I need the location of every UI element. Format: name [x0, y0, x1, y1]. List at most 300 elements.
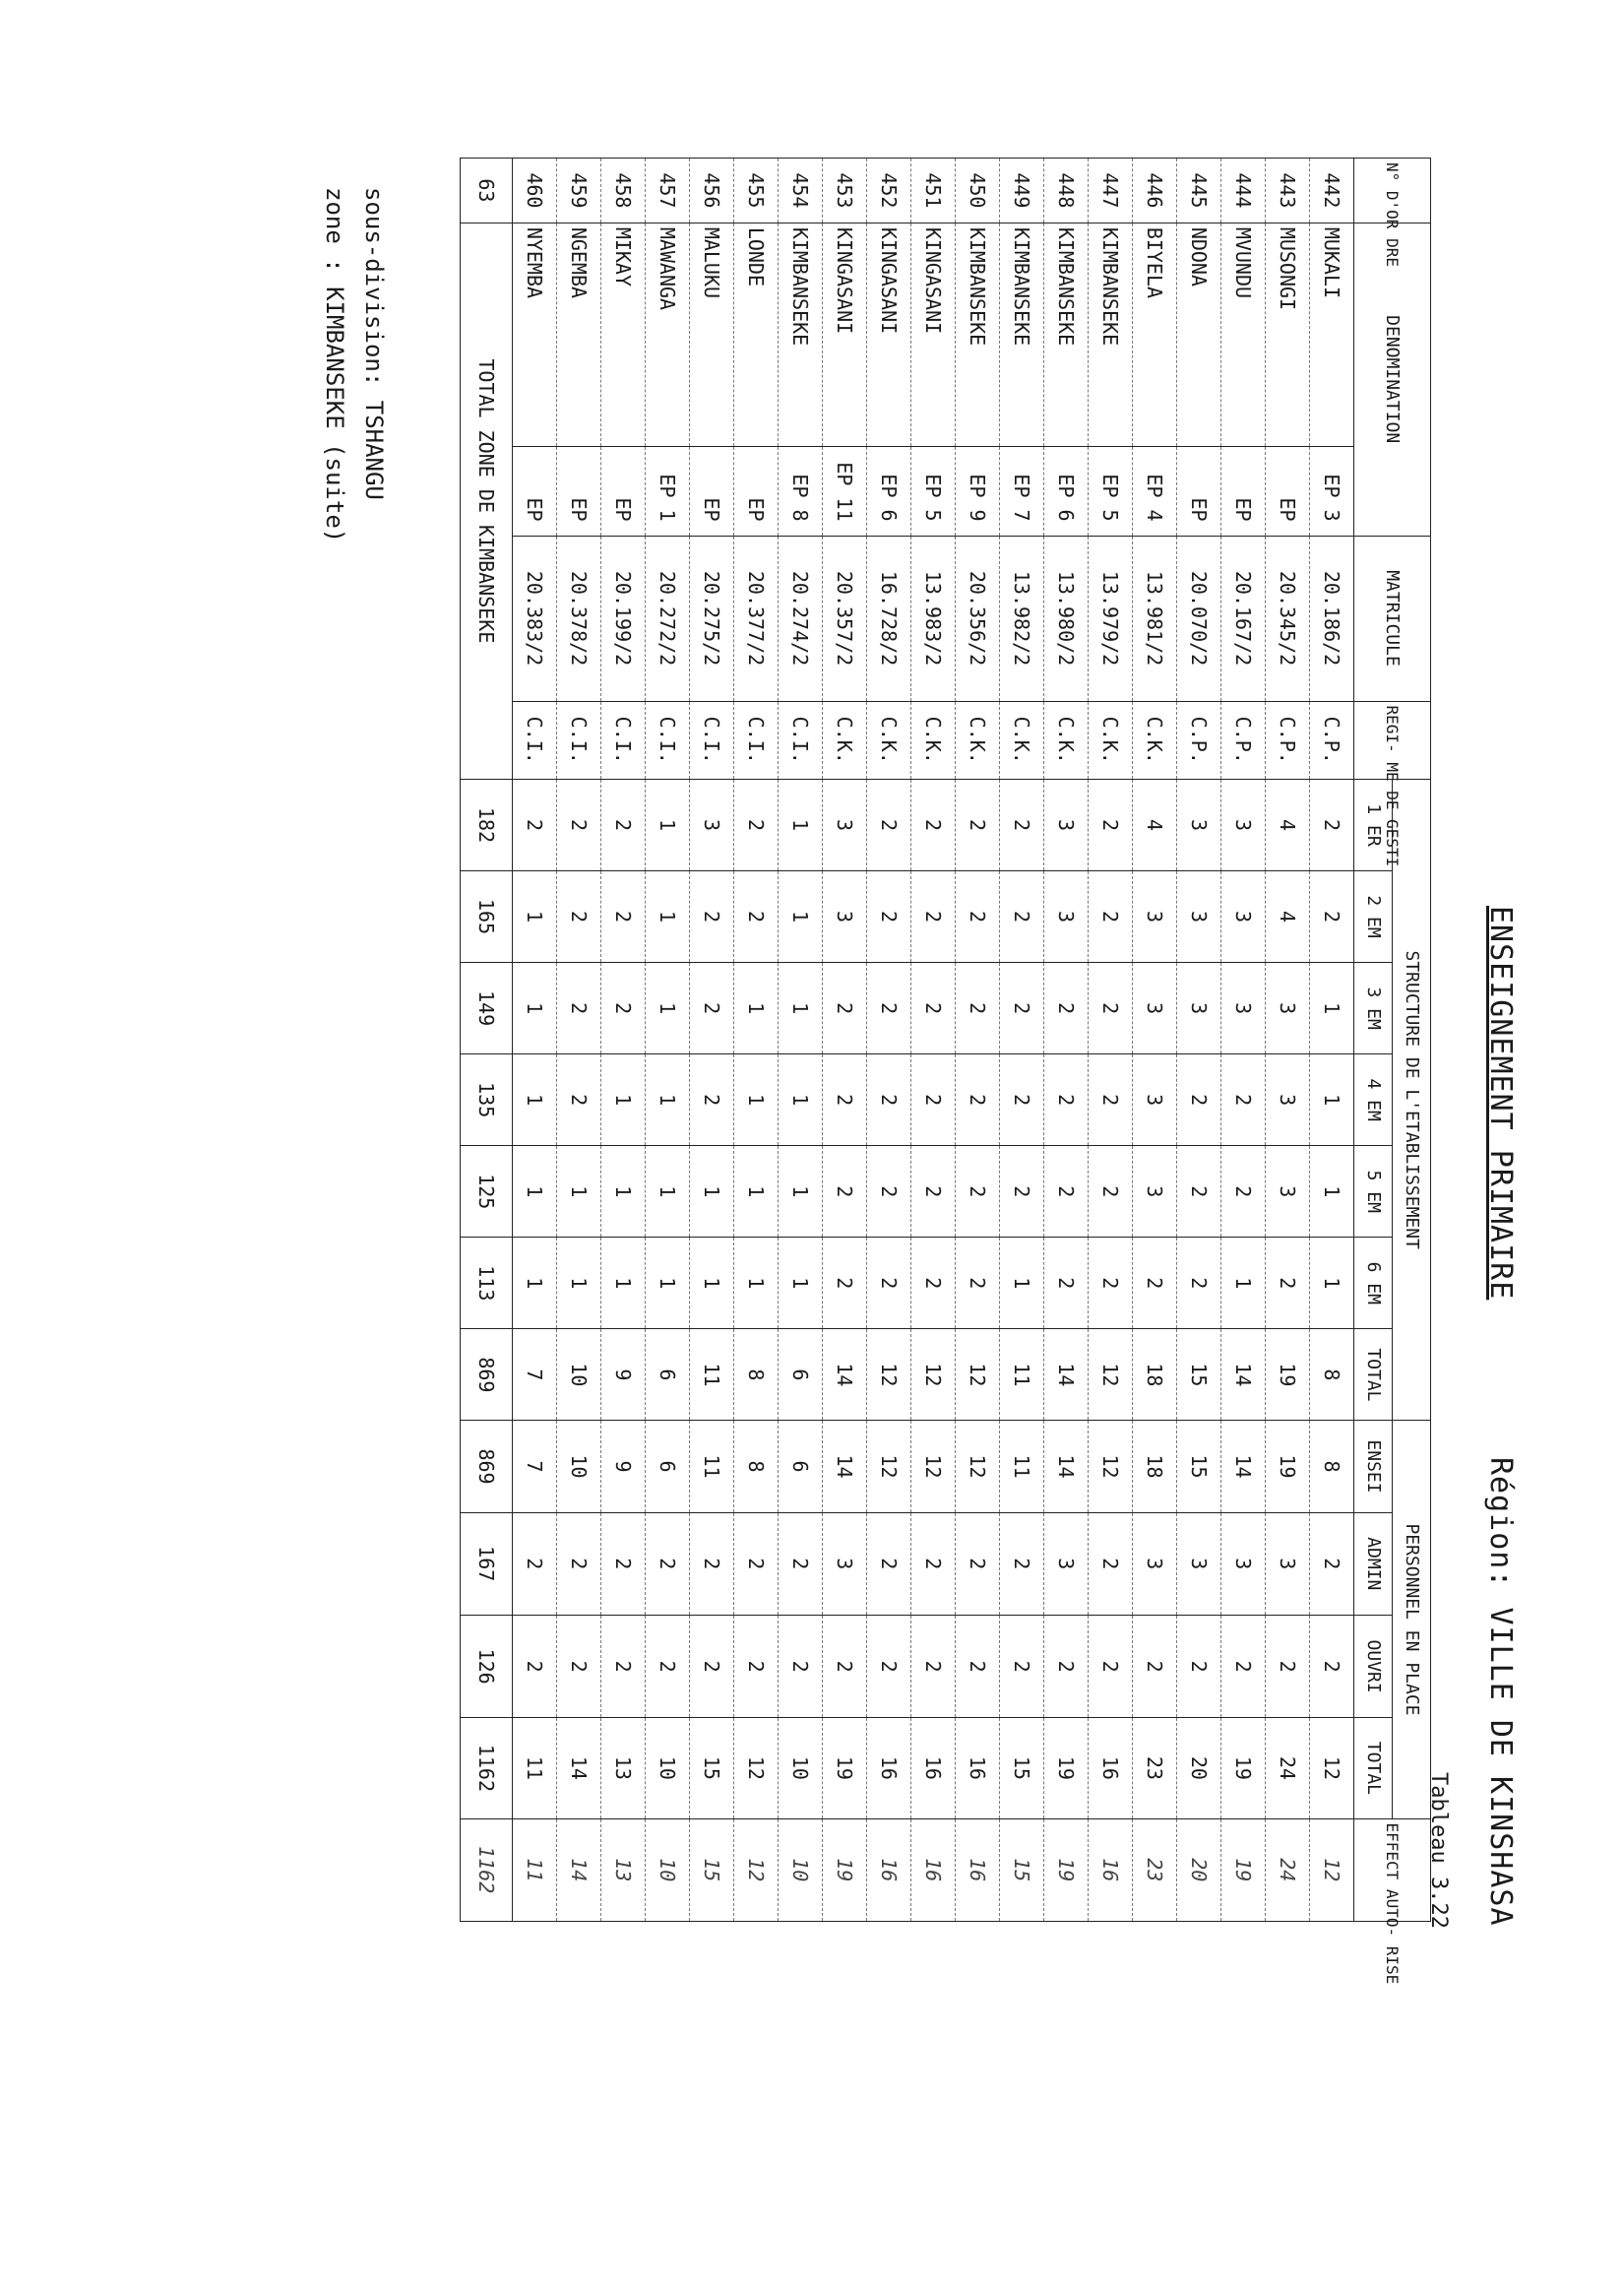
- cell-1er: 4: [1266, 779, 1310, 870]
- cell-4em: 2: [1044, 1054, 1089, 1146]
- cell-5em: 2: [1044, 1146, 1089, 1238]
- cell-ouvri: 2: [646, 1615, 690, 1717]
- cell-ouvri: 2: [1133, 1615, 1177, 1717]
- cell-structure-total: 14: [1044, 1329, 1089, 1421]
- cell-ep: EP: [1266, 446, 1310, 536]
- cell-matricule: 13.979/2: [1089, 536, 1133, 701]
- col-header-4em: 4 EM: [1354, 1054, 1393, 1146]
- table-reference: Tableau 3.22: [1426, 1772, 1451, 1929]
- cell-name: LONDE: [734, 223, 779, 446]
- cell-structure-total: 19: [1266, 1329, 1310, 1421]
- col-header-ensei: ENSEI: [1354, 1421, 1393, 1512]
- cell-3em: 2: [911, 963, 956, 1054]
- cell-regime: C.I.: [734, 701, 779, 779]
- total-ouvri: 126: [461, 1615, 513, 1717]
- cell-6em: 1: [513, 1238, 557, 1329]
- cell-regime: C.P.: [1177, 701, 1221, 779]
- cell-6em: 1: [601, 1238, 646, 1329]
- cell-ouvri: 2: [1089, 1615, 1133, 1717]
- cell-1er: 2: [1000, 779, 1044, 870]
- table-row: [734, 159, 779, 1922]
- cell-4em: 2: [823, 1054, 867, 1146]
- cell-admin: 3: [1044, 1512, 1089, 1615]
- cell-ensei: 9: [601, 1421, 646, 1512]
- cell-3em: 2: [601, 963, 646, 1054]
- cell-no: 448: [1044, 159, 1089, 223]
- cell-3em: 2: [1044, 963, 1089, 1054]
- cell-ensei: 14: [823, 1421, 867, 1512]
- cell-ep: EP: [734, 446, 779, 536]
- total-personnel: 1162: [461, 1718, 513, 1818]
- cell-ouvri: 2: [867, 1615, 911, 1717]
- cell-2em: 1: [779, 871, 823, 963]
- cell-5em: 1: [690, 1146, 734, 1238]
- cell-ep: EP: [557, 446, 601, 536]
- cell-structure-total: 12: [911, 1329, 956, 1421]
- cell-2em: 2: [601, 871, 646, 963]
- cell-5em: 2: [1221, 1146, 1266, 1238]
- cell-5em: 2: [911, 1146, 956, 1238]
- cell-ensei: 11: [690, 1421, 734, 1512]
- cell-admin: 3: [823, 1512, 867, 1615]
- cell-4em: 1: [734, 1054, 779, 1146]
- cell-5em: 1: [779, 1146, 823, 1238]
- cell-4em: 2: [690, 1054, 734, 1146]
- cell-matricule: 13.983/2: [911, 536, 956, 701]
- cell-ep: EP 7: [1000, 446, 1044, 536]
- cell-3em: 1: [513, 963, 557, 1054]
- cell-3em: 2: [956, 963, 1000, 1054]
- cell-3em: 1: [646, 963, 690, 1054]
- cell-ep: EP 5: [1089, 446, 1133, 536]
- cell-personnel-total: 13: [601, 1718, 646, 1818]
- cell-effectif: 10: [779, 1818, 823, 1922]
- cell-effectif: 16: [956, 1818, 1000, 1922]
- total-4em: 135: [461, 1054, 513, 1146]
- cell-2em: 2: [1310, 871, 1354, 963]
- col-header-denomination: DENOMINATION: [1354, 223, 1431, 536]
- cell-structure-total: 14: [1221, 1329, 1266, 1421]
- cell-matricule: 20.357/2: [823, 536, 867, 701]
- table-row: [646, 159, 690, 1922]
- cell-6em: 1: [734, 1238, 779, 1329]
- cell-2em: 1: [513, 871, 557, 963]
- cell-2em: 2: [911, 871, 956, 963]
- cell-ouvri: 2: [601, 1615, 646, 1717]
- cell-ensei: 10: [557, 1421, 601, 1512]
- cell-2em: 3: [1177, 871, 1221, 963]
- cell-personnel-total: 10: [779, 1718, 823, 1818]
- cell-admin: 2: [1310, 1512, 1354, 1615]
- cell-2em: 4: [1266, 871, 1310, 963]
- cell-ensei: 14: [1044, 1421, 1089, 1512]
- cell-no: 458: [601, 159, 646, 223]
- cell-ep: EP 6: [867, 446, 911, 536]
- cell-2em: 2: [1089, 871, 1133, 963]
- cell-ensei: 8: [1310, 1421, 1354, 1512]
- cell-name: KIMBANSEKE: [1000, 223, 1044, 446]
- cell-admin: 2: [601, 1512, 646, 1615]
- total-structure: 869: [461, 1329, 513, 1421]
- cell-2em: 2: [690, 871, 734, 963]
- table-row: [1044, 159, 1089, 1922]
- cell-no: 446: [1133, 159, 1177, 223]
- cell-3em: 2: [690, 963, 734, 1054]
- cell-ep: EP: [1177, 446, 1221, 536]
- cell-no: 453: [823, 159, 867, 223]
- cell-2em: 2: [867, 871, 911, 963]
- cell-no: 444: [1221, 159, 1266, 223]
- cell-structure-total: 8: [734, 1329, 779, 1421]
- cell-ouvri: 2: [956, 1615, 1000, 1717]
- cell-no: 447: [1089, 159, 1133, 223]
- cell-ep: EP 3: [1310, 446, 1354, 536]
- table-row: [601, 159, 646, 1922]
- cell-1er: 1: [646, 779, 690, 870]
- total-count: 63: [461, 159, 513, 223]
- cell-effectif: 11: [513, 1818, 557, 1922]
- cell-matricule: 20.275/2: [690, 536, 734, 701]
- cell-ep: EP 5: [911, 446, 956, 536]
- cell-4em: 2: [867, 1054, 911, 1146]
- cell-ep: EP 6: [1044, 446, 1089, 536]
- cell-1er: 3: [823, 779, 867, 870]
- cell-structure-total: 6: [646, 1329, 690, 1421]
- cell-5em: 1: [601, 1146, 646, 1238]
- cell-ensei: 19: [1266, 1421, 1310, 1512]
- cell-admin: 2: [734, 1512, 779, 1615]
- cell-ouvri: 2: [734, 1615, 779, 1717]
- cell-ensei: 12: [911, 1421, 956, 1512]
- cell-ep: EP: [513, 446, 557, 536]
- cell-effectif: 19: [1221, 1818, 1266, 1922]
- cell-ouvri: 2: [1266, 1615, 1310, 1717]
- cell-matricule: 20.383/2: [513, 536, 557, 701]
- cell-name: MVUNDU: [1221, 223, 1266, 446]
- cell-ep: EP 4: [1133, 446, 1177, 536]
- cell-name: MALUKU: [690, 223, 734, 446]
- col-header-personnel-total: TOTAL: [1354, 1718, 1393, 1818]
- cell-no: 445: [1177, 159, 1221, 223]
- cell-matricule: 20.070/2: [1177, 536, 1221, 701]
- cell-2em: 2: [956, 871, 1000, 963]
- cell-3em: 3: [1133, 963, 1177, 1054]
- cell-5em: 3: [1266, 1146, 1310, 1238]
- cell-regime: C.K.: [823, 701, 867, 779]
- cell-4em: 2: [1177, 1054, 1221, 1146]
- cell-matricule: 13.982/2: [1000, 536, 1044, 701]
- cell-2em: 2: [1000, 871, 1044, 963]
- cell-6em: 2: [1177, 1238, 1221, 1329]
- cell-4em: 1: [1310, 1054, 1354, 1146]
- cell-ep: EP 9: [956, 446, 1000, 536]
- cell-ouvri: 2: [1000, 1615, 1044, 1717]
- cell-structure-total: 7: [513, 1329, 557, 1421]
- cell-regime: C.I.: [690, 701, 734, 779]
- total-admin: 167: [461, 1512, 513, 1615]
- cell-5em: 1: [734, 1146, 779, 1238]
- cell-effectif: 19: [1044, 1818, 1089, 1922]
- cell-regime: C.K.: [911, 701, 956, 779]
- cell-effectif: 13: [601, 1818, 646, 1922]
- cell-3em: 1: [779, 963, 823, 1054]
- cell-4em: 1: [646, 1054, 690, 1146]
- cell-6em: 2: [1044, 1238, 1089, 1329]
- cell-regime: C.K.: [956, 701, 1000, 779]
- cell-2em: 3: [1133, 871, 1177, 963]
- cell-4em: 2: [911, 1054, 956, 1146]
- cell-ouvri: 2: [1177, 1615, 1221, 1717]
- cell-5em: 1: [646, 1146, 690, 1238]
- total-row: [461, 159, 513, 1922]
- cell-effectif: 24: [1266, 1818, 1310, 1922]
- cell-admin: 2: [690, 1512, 734, 1615]
- col-header-structure: STRUCTURE DE L'ETABLISSEMENT: [1393, 779, 1431, 1421]
- cell-name: NDONA: [1177, 223, 1221, 446]
- cell-5em: 3: [1133, 1146, 1177, 1238]
- cell-5em: 1: [513, 1146, 557, 1238]
- cell-personnel-total: 20: [1177, 1718, 1221, 1818]
- cell-1er: 2: [1310, 779, 1354, 870]
- cell-personnel-total: 19: [1044, 1718, 1089, 1818]
- cell-personnel-total: 24: [1266, 1718, 1310, 1818]
- cell-5em: 1: [1310, 1146, 1354, 1238]
- cell-6em: 2: [956, 1238, 1000, 1329]
- cell-regime: C.I.: [779, 701, 823, 779]
- cell-ep: EP 1: [646, 446, 690, 536]
- cell-personnel-total: 19: [823, 1718, 867, 1818]
- cell-3em: 3: [1221, 963, 1266, 1054]
- cell-5em: 2: [1000, 1146, 1044, 1238]
- cell-1er: 2: [1089, 779, 1133, 870]
- cell-ensei: 18: [1133, 1421, 1177, 1512]
- cell-4em: 2: [1000, 1054, 1044, 1146]
- cell-2em: 3: [823, 871, 867, 963]
- primary-schools-table: [460, 158, 1431, 1985]
- cell-name: MUKALI: [1310, 223, 1354, 446]
- cell-name: BIYELA: [1133, 223, 1177, 446]
- cell-6em: 1: [557, 1238, 601, 1329]
- rotated-page: [309, 158, 1520, 2127]
- cell-effectif: 16: [1089, 1818, 1133, 1922]
- col-header-regime: REGI- ME DE GESTI: [1354, 701, 1431, 779]
- cell-2em: 3: [1221, 871, 1266, 963]
- cell-ouvri: 2: [779, 1615, 823, 1717]
- cell-matricule: 20.272/2: [646, 536, 690, 701]
- table-row: [690, 159, 734, 1922]
- zone-label: zone : KIMBANSEKE (suite): [321, 187, 348, 543]
- col-header-ouvri: OUVRI: [1354, 1615, 1393, 1717]
- region-label: Région: VILLE DE KINSHASA: [1483, 1457, 1518, 1927]
- cell-structure-total: 18: [1133, 1329, 1177, 1421]
- cell-1er: 2: [867, 779, 911, 870]
- cell-matricule: 20.199/2: [601, 536, 646, 701]
- cell-matricule: 13.981/2: [1133, 536, 1177, 701]
- cell-no: 442: [1310, 159, 1354, 223]
- cell-ensei: 8: [734, 1421, 779, 1512]
- cell-personnel-total: 16: [1089, 1718, 1133, 1818]
- sous-division-label: sous-division: TSHANGU: [360, 187, 388, 500]
- cell-4em: 1: [601, 1054, 646, 1146]
- cell-1er: 3: [1177, 779, 1221, 870]
- cell-ouvri: 2: [911, 1615, 956, 1717]
- total-effectif: 1162: [461, 1818, 513, 1922]
- cell-structure-total: 10: [557, 1329, 601, 1421]
- cell-4em: 2: [557, 1054, 601, 1146]
- cell-3em: 2: [557, 963, 601, 1054]
- table-body: [513, 159, 1354, 1922]
- cell-ensei: 14: [1221, 1421, 1266, 1512]
- total-1er: 182: [461, 779, 513, 870]
- cell-structure-total: 12: [1089, 1329, 1133, 1421]
- col-header-personnel: PERSONNEL EN PLACE: [1393, 1421, 1431, 1818]
- cell-no: 460: [513, 159, 557, 223]
- table-row: [1133, 159, 1177, 1922]
- cell-name: KIMBANSEKE: [1089, 223, 1133, 446]
- cell-5em: 2: [867, 1146, 911, 1238]
- cell-structure-total: 11: [1000, 1329, 1044, 1421]
- cell-3em: 1: [734, 963, 779, 1054]
- cell-admin: 2: [956, 1512, 1000, 1615]
- cell-effectif: 15: [1000, 1818, 1044, 1922]
- table-row: [1266, 159, 1310, 1922]
- table-container: [460, 158, 1431, 1985]
- cell-ensei: 15: [1177, 1421, 1221, 1512]
- cell-personnel-total: 16: [867, 1718, 911, 1818]
- table-row: [956, 159, 1000, 1922]
- cell-no: 456: [690, 159, 734, 223]
- cell-personnel-total: 23: [1133, 1718, 1177, 1818]
- cell-matricule: 20.167/2: [1221, 536, 1266, 701]
- col-header-matricule: MATRICULE: [1354, 536, 1431, 701]
- cell-admin: 2: [911, 1512, 956, 1615]
- cell-4em: 3: [1133, 1054, 1177, 1146]
- cell-name: MIKAY: [601, 223, 646, 446]
- cell-effectif: 14: [557, 1818, 601, 1922]
- cell-no: 457: [646, 159, 690, 223]
- cell-no: 443: [1266, 159, 1310, 223]
- cell-1er: 2: [911, 779, 956, 870]
- total-2em: 165: [461, 871, 513, 963]
- cell-ensei: 12: [956, 1421, 1000, 1512]
- cell-effectif: 12: [734, 1818, 779, 1922]
- cell-regime: C.I.: [601, 701, 646, 779]
- total-3em: 149: [461, 963, 513, 1054]
- cell-personnel-total: 11: [513, 1718, 557, 1818]
- cell-4em: 3: [1266, 1054, 1310, 1146]
- cell-regime: C.K.: [867, 701, 911, 779]
- cell-name: KINGASANI: [823, 223, 867, 446]
- cell-structure-total: 15: [1177, 1329, 1221, 1421]
- cell-4em: 2: [1221, 1054, 1266, 1146]
- cell-admin: 3: [1177, 1512, 1221, 1615]
- total-label: TOTAL ZONE DE KIMBANSEKE: [461, 223, 513, 779]
- cell-structure-total: 6: [779, 1329, 823, 1421]
- cell-3em: 1: [1310, 963, 1354, 1054]
- total-ensei: 869: [461, 1421, 513, 1512]
- total-6em: 113: [461, 1238, 513, 1329]
- cell-1er: 3: [1221, 779, 1266, 870]
- col-header-structure-total: TOTAL: [1354, 1329, 1393, 1421]
- cell-3em: 3: [1266, 963, 1310, 1054]
- cell-effectif: 16: [911, 1818, 956, 1922]
- cell-personnel-total: 12: [1310, 1718, 1354, 1818]
- cell-effectif: 16: [867, 1818, 911, 1922]
- cell-matricule: 20.356/2: [956, 536, 1000, 701]
- cell-admin: 2: [1089, 1512, 1133, 1615]
- cell-regime: C.K.: [1000, 701, 1044, 779]
- cell-ensei: 6: [646, 1421, 690, 1512]
- col-header-5em: 5 EM: [1354, 1146, 1393, 1238]
- cell-5em: 2: [956, 1146, 1000, 1238]
- cell-1er: 2: [601, 779, 646, 870]
- cell-regime: C.I.: [557, 701, 601, 779]
- cell-1er: 2: [557, 779, 601, 870]
- cell-3em: 3: [1177, 963, 1221, 1054]
- cell-structure-total: 14: [823, 1329, 867, 1421]
- cell-structure-total: 12: [867, 1329, 911, 1421]
- cell-6em: 2: [1133, 1238, 1177, 1329]
- cell-6em: 2: [1089, 1238, 1133, 1329]
- cell-effectif: 20: [1177, 1818, 1221, 1922]
- cell-1er: 3: [690, 779, 734, 870]
- cell-4em: 2: [956, 1054, 1000, 1146]
- cell-name: NGEMBA: [557, 223, 601, 446]
- cell-admin: 2: [867, 1512, 911, 1615]
- col-header-admin: ADMIN: [1354, 1512, 1393, 1615]
- page-title: ENSEIGNEMENT PRIMAIRE: [1483, 906, 1518, 1301]
- cell-regime: C.K.: [1133, 701, 1177, 779]
- cell-admin: 2: [779, 1512, 823, 1615]
- cell-matricule: 13.980/2: [1044, 536, 1089, 701]
- cell-admin: 3: [1133, 1512, 1177, 1615]
- cell-matricule: 20.378/2: [557, 536, 601, 701]
- cell-regime: C.K.: [1044, 701, 1089, 779]
- cell-ouvri: 2: [690, 1615, 734, 1717]
- cell-regime: C.K.: [1089, 701, 1133, 779]
- cell-matricule: 20.274/2: [779, 536, 823, 701]
- cell-6em: 1: [646, 1238, 690, 1329]
- cell-name: KINGASANI: [867, 223, 911, 446]
- cell-regime: C.I.: [513, 701, 557, 779]
- cell-ouvri: 2: [557, 1615, 601, 1717]
- cell-5em: 1: [557, 1146, 601, 1238]
- table-row: [823, 159, 867, 1922]
- cell-personnel-total: 10: [646, 1718, 690, 1818]
- cell-2em: 3: [1044, 871, 1089, 963]
- cell-no: 449: [1000, 159, 1044, 223]
- cell-name: KIMBANSEKE: [779, 223, 823, 446]
- cell-ep: EP 8: [779, 446, 823, 536]
- cell-ensei: 12: [1089, 1421, 1133, 1512]
- cell-6em: 2: [1266, 1238, 1310, 1329]
- cell-regime: C.P.: [1310, 701, 1354, 779]
- cell-2em: 1: [646, 871, 690, 963]
- cell-1er: 1: [779, 779, 823, 870]
- table-row: [1310, 159, 1354, 1922]
- cell-6em: 2: [823, 1238, 867, 1329]
- cell-no: 455: [734, 159, 779, 223]
- cell-name: KINGASANI: [911, 223, 956, 446]
- cell-structure-total: 12: [956, 1329, 1000, 1421]
- table-row: [1000, 159, 1044, 1922]
- cell-6em: 2: [867, 1238, 911, 1329]
- cell-3em: 2: [867, 963, 911, 1054]
- cell-ouvri: 2: [1221, 1615, 1266, 1717]
- col-header-effectif: EFFECT AUTO- RISE: [1354, 1818, 1431, 1922]
- cell-name: NYEMBA: [513, 223, 557, 446]
- cell-admin: 3: [1221, 1512, 1266, 1615]
